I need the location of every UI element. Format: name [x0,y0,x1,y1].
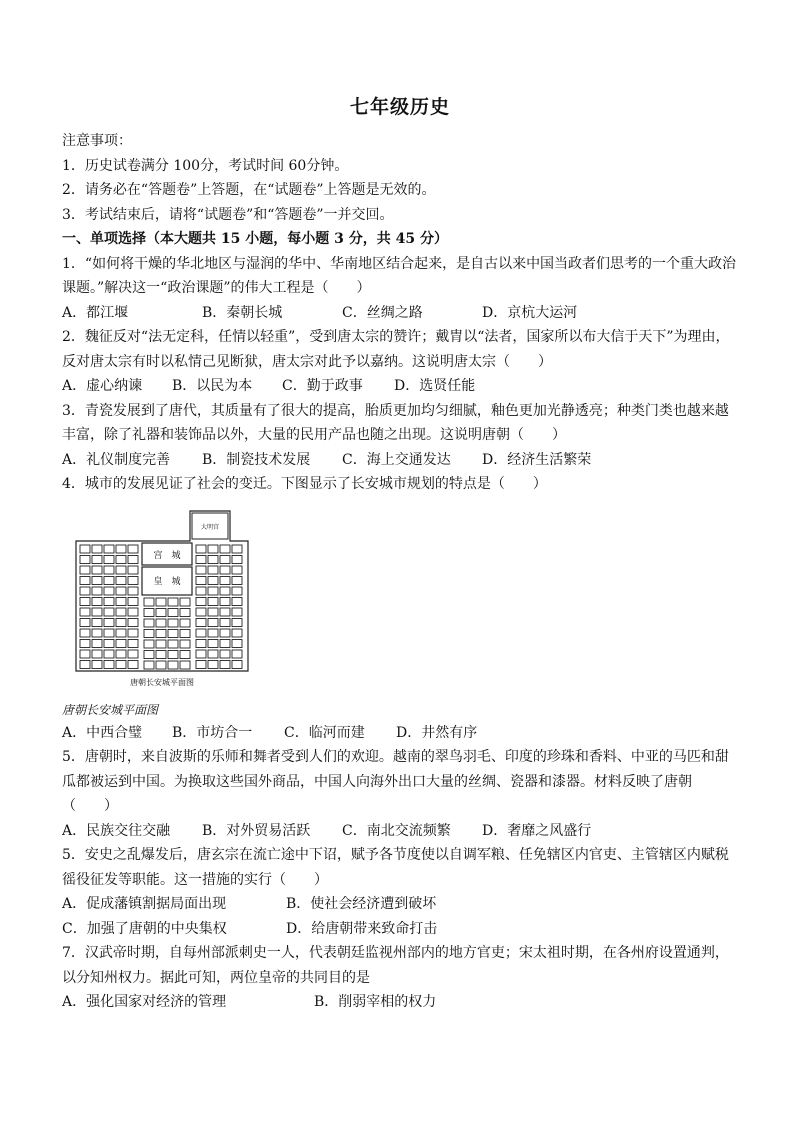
question-7-stem: 7．汉武帝时期，自每州部派刺史一人，代表朝廷监视州部内的地方官吏；宋太祖时期，在各州府设置通判，以分知州权力。据此可知，两位皇帝的共同目的是 [62,945,729,986]
city-ward-block [208,618,218,626]
city-ward-block [144,650,154,658]
option-b: B．以民为本 [172,378,253,394]
city-ward-block [128,650,138,658]
option-a: A．促成藩镇割据局面出现 [62,896,227,912]
question-6-options-row-1 [62,892,738,917]
city-ward-block [116,587,126,595]
note-item: 1．历史试卷满分 100分，考试时间 60分钟。 [62,157,349,174]
map-bottom-label: 唐朝长安城平面图 [130,677,194,687]
city-ward-block [220,608,230,616]
city-ward-block [232,660,242,668]
option-a: A．礼仪制度完善 [62,451,171,468]
city-ward-block [232,608,242,616]
city-ward-block [232,639,242,647]
city-ward-block [128,629,138,637]
city-ward-block [92,660,102,668]
option-b: B．秦朝长城 [202,304,283,321]
option-c: C．临河而建 [284,724,365,741]
city-ward-block [232,629,242,637]
city-ward-block [92,587,102,595]
option-a: A．民族交往交融 [62,822,171,839]
imperial-city-label: 皇 城 [153,576,181,587]
city-ward-block [128,566,138,574]
option-a: A．都江堰 [62,304,129,321]
city-ward-block [196,576,206,584]
city-ward-block [80,576,90,584]
city-ward-block [80,597,90,605]
city-ward-block [128,597,138,605]
city-ward-block [116,618,126,626]
city-ward-block [104,576,114,584]
city-ward-block [180,661,190,669]
city-ward-block [220,618,230,626]
option-a: A．强化国家对经济的管理 [62,994,227,1010]
city-ward-block [220,597,230,605]
city-ward-block [92,555,102,563]
city-ward-block [80,608,90,616]
city-ward-block [220,587,230,595]
city-ward-block [208,576,218,584]
option-d: D．经济生活繁荣 [482,451,592,468]
city-ward-block [180,608,190,616]
city-ward-block [232,566,242,574]
city-ward-block [220,576,230,584]
city-ward-block [156,619,166,627]
city-ward-block [220,660,230,668]
city-ward-block [116,639,126,647]
city-ward-block [232,650,242,658]
city-ward-block [180,629,190,637]
option-b: B．使社会经济遭到破坏 [286,896,437,912]
note-item: 2．请务必在“答题卷”上答题，在“试题卷”上答题是无效的。 [62,182,436,198]
city-ward-block [168,629,178,637]
notes-heading: 注意事项： [62,133,132,149]
option-c: C．南北交流频繁 [342,822,451,839]
city-ward-block [80,639,90,647]
city-ward-block [180,619,190,627]
city-ward-block [104,597,114,605]
option-c: C．海上交通发达 [342,451,451,468]
city-ward-block [232,597,242,605]
city-ward-block [180,598,190,606]
section-heading: 一、单项选择（本大题共 15 小题，每小题 3 分，共 45 分） [62,231,448,247]
city-ward-block [220,629,230,637]
option-c: C．勤于政事 [282,378,363,394]
question-1-stem: 1．“如何将干燥的华北地区与湿润的华中、华南地区结合起来，是自古以来中国当政者们思考的一个重大政治课题。”解决这一“政治课题”的伟大工程是（ ） [62,255,737,296]
city-ward-block [180,650,190,658]
city-ward-block [104,587,114,595]
option-b: B．市坊合一 [172,724,253,741]
palace-city-label: 宫 城 [153,550,181,561]
city-ward-block [220,545,230,553]
city-ward-block [208,587,218,595]
option-d: D．井然有序 [396,724,478,741]
city-ward-block [128,608,138,616]
city-ward-block [208,545,218,553]
city-ward-block [128,587,138,595]
city-ward-block [116,576,126,584]
question-7-options [62,990,738,1015]
city-ward-block [144,640,154,648]
city-ward-block [196,597,206,605]
city-ward-block [92,618,102,626]
city-ward-block [196,608,206,616]
option-c: C．加强了唐朝的中央集权 [62,920,227,937]
city-ward-block [208,650,218,658]
city-ward-block [208,597,218,605]
city-ward-block [104,629,114,637]
option-a: A．中西合璧 [62,724,143,741]
city-ward-block [116,555,126,563]
question-6-stem: 5．安史之乱爆发后，唐玄宗在流亡途中下诏，赋予各节度使以自调军粮、任免辖区内官吏、主管辖区内赋税徭役征发等职能。这一措施的实行（ ） [62,847,729,888]
exam-title: 七年级历史 [349,96,450,118]
question-4-stem: 4．城市的发展见证了社会的变迁。下图显示了长安城市规划的特点是（ ） [62,476,547,492]
city-ward-block [144,608,154,616]
city-ward-block [116,650,126,658]
city-ward-block [104,608,114,616]
city-ward-block [156,629,166,637]
city-ward-block [220,639,230,647]
city-ward-block [104,566,114,574]
option-b: B．对外贸易活跃 [202,822,311,839]
city-ward-block [104,650,114,658]
city-ward-block [220,650,230,658]
city-ward-block [168,608,178,616]
city-ward-block [92,639,102,647]
city-ward-block [196,618,206,626]
city-ward-block [116,597,126,605]
city-ward-block [208,608,218,616]
city-ward-block [156,608,166,616]
city-ward-block [92,608,102,616]
city-ward-block [232,555,242,563]
city-ward-block [92,629,102,637]
question-1-options [62,301,738,326]
city-ward-block [116,545,126,553]
city-ward-block [168,640,178,648]
city-ward-block [80,587,90,595]
city-ward-block [180,640,190,648]
city-ward-block [196,566,206,574]
question-3-options [62,448,738,473]
question-2-stem: 2．魏征反对“法无定科，任情以轻重”，受到唐太宗的赞许；戴胄以“法者，国家所以布大信于天下”为理由，反对唐太宗有时以私情己见断狱，唐太宗对此予以嘉纳。这说明唐太宗（ ） [62,329,730,370]
city-ward-block [116,608,126,616]
city-ward-block [80,629,90,637]
city-ward-block [92,650,102,658]
changan-city-map [62,501,270,693]
city-ward-block [144,629,154,637]
city-ward-block [92,576,102,584]
daming-palace-label: 大明宫 [200,523,220,531]
city-ward-block [196,650,206,658]
city-ward-block [128,576,138,584]
city-ward-block [92,566,102,574]
city-ward-block [196,639,206,647]
question-5-options [62,819,738,844]
city-ward-block [128,545,138,553]
city-ward-block [80,566,90,574]
question-3-stem: 3．青瓷发展到了唐代，其质量有了很大的提高，胎质更加均匀细腻，釉色更加光静透亮；种类门类也越来越丰富，除了礼器和装饰品以外，大量的民用产品也随之出现。这说明唐朝（ ） [62,402,729,443]
city-ward-block [208,566,218,574]
option-d: D．京杭大运河 [482,304,578,321]
city-ward-block [128,555,138,563]
option-d: D．给唐朝带来致命打击 [286,920,438,937]
city-ward-block [208,555,218,563]
option-b: B．削弱宰相的权力 [314,994,437,1010]
city-ward-block [92,597,102,605]
question-4-options [62,721,738,746]
city-ward-block [196,587,206,595]
city-ward-block [116,660,126,668]
city-ward-block [168,661,178,669]
city-ward-block [104,545,114,553]
city-ward-block [196,555,206,563]
city-ward-block [116,629,126,637]
city-ward-block [92,545,102,553]
city-ward-block [80,660,90,668]
city-ward-block [168,619,178,627]
city-ward-block [156,598,166,606]
city-ward-block [156,661,166,669]
city-ward-block [208,660,218,668]
city-ward-block [80,618,90,626]
city-ward-block [196,629,206,637]
city-ward-block [80,650,90,658]
question-2-options [62,374,738,399]
exam-page [62,92,738,1015]
city-ward-block [104,639,114,647]
city-ward-block [144,619,154,627]
city-ward-block [80,555,90,563]
city-ward-block [232,576,242,584]
option-d: D．奢靡之风盛行 [482,822,592,839]
city-ward-block [220,566,230,574]
city-ward-block [104,555,114,563]
city-ward-block [144,598,154,606]
city-ward-block [168,598,178,606]
city-ward-block [196,545,206,553]
city-ward-block [208,629,218,637]
city-ward-block [232,618,242,626]
option-b: B．制瓷技术发展 [202,451,311,468]
question-6-options-row-2 [62,917,738,942]
city-ward-block [232,545,242,553]
option-c: C．丝绸之路 [342,304,423,321]
city-ward-block [208,639,218,647]
city-ward-block [128,660,138,668]
city-ward-block [156,640,166,648]
city-ward-block [168,650,178,658]
city-ward-block [128,639,138,647]
city-ward-block [144,661,154,669]
city-ward-block [116,566,126,574]
city-ward-block [156,650,166,658]
option-a: A．虚心纳谏 [62,378,143,394]
city-ward-block [196,660,206,668]
city-ward-block [220,555,230,563]
note-item: 3．考试结束后，请将“试题卷”和“答题卷”一并交回。 [62,206,394,223]
city-ward-block [104,660,114,668]
city-ward-block [232,587,242,595]
city-ward-block [104,618,114,626]
option-d: D．选贤任能 [394,378,476,394]
city-ward-block [128,618,138,626]
city-ward-block [80,545,90,553]
map-caption: 唐朝长安城平面图 [62,702,159,717]
question-5-stem: 5．唐朝时，来自波斯的乐师和舞者受到人们的欢迎。越南的翠鸟羽毛、印度的珍珠和香料、中亚的马匹和甜瓜都被运到中国。为换取这些国外商品，中国人向海外出口大量的丝绸、瓷器和漆器。材料反映了唐朝（ ） [62,749,729,814]
